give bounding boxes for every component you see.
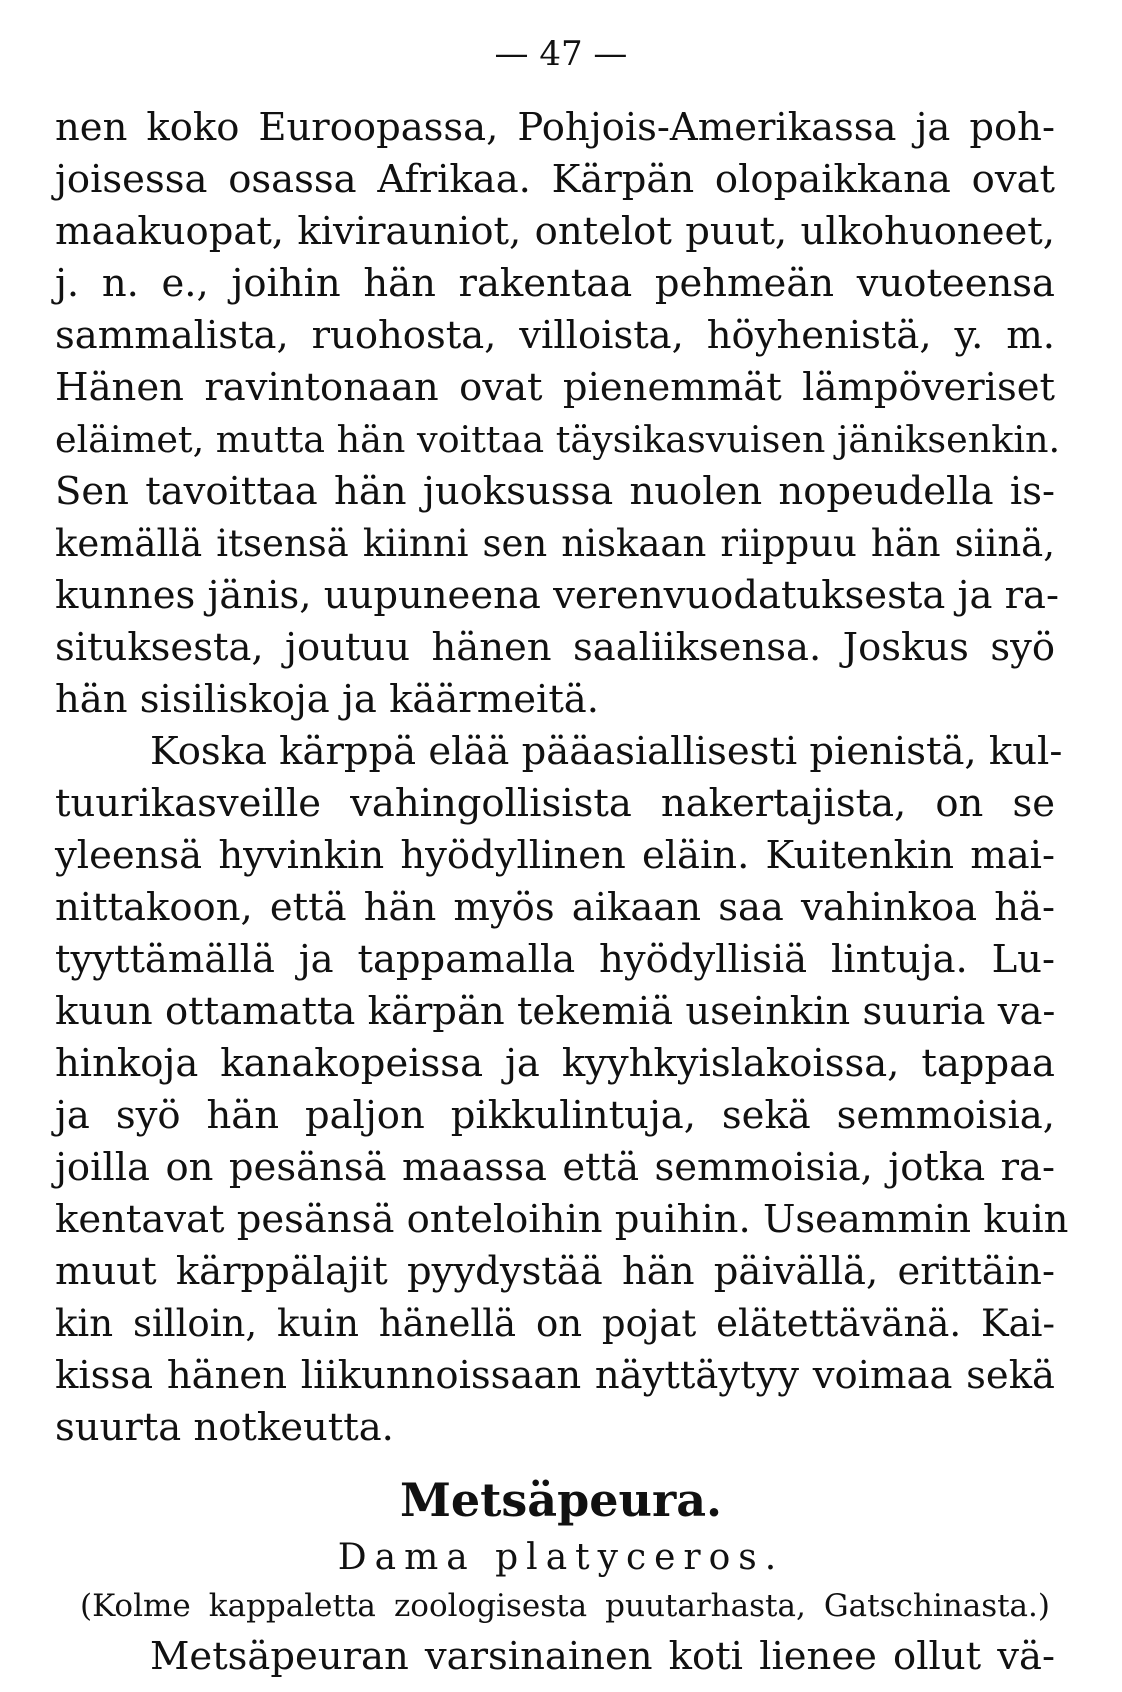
text-line: Koska kärppä elää pääasiallisesti pienistä, kul-	[150, 729, 1063, 774]
text-line: yleensä hyvinkin hyödyllinen eläin. Kuitenkin mai-	[55, 833, 1055, 878]
text-line: joilla on pesänsä maassa että semmoisia, jotka ra-	[55, 1145, 1055, 1190]
text-line: Hänen ravintonaan ovat pienemmät lämpöveriset	[55, 365, 1055, 410]
text-line: hän sisiliskoja ja käärmeitä.	[55, 677, 599, 722]
text-line: kemällä itsensä kiinni sen niskaan riippuu hän siinä,	[55, 522, 1055, 565]
text-line: tuurikasveille vahingollisista nakertajista, on se	[55, 781, 1055, 826]
text-line: situksesta, joutuu hänen saaliiksensa. Joskus syö	[55, 625, 1055, 670]
text-line: sammalista, ruohosta, villoista, höyhenistä, y. m.	[55, 313, 1055, 358]
text-line: hinkoja kanakopeissa ja kyyhkyislakoissa, tappaa	[55, 1041, 1055, 1086]
text-line: muut kärppälajit pyydystää hän päivällä, erittäin-	[55, 1249, 1055, 1294]
text-line: Metsäpeuran varsinainen koti lienee ollut vä-	[150, 1634, 1055, 1679]
species-name: Dama platyceros.	[337, 1537, 785, 1578]
text-line: kissa hänen liikunnoissaan näyttäytyy voimaa sekä	[55, 1353, 1055, 1398]
text-line: eläimet, mutta hän voittaa täysikasvuisen jäniksenkin.	[55, 418, 1061, 461]
text-line: Sen tavoittaa hän juoksussa nuolen nopeudella is-	[55, 469, 1055, 514]
page-number: — 47 —	[494, 34, 628, 74]
text-line: kentavat pesänsä onteloihin puihin. Useammin kuin	[55, 1197, 1069, 1242]
source-note: (Kolme kappaletta zoologisesta puutarhasta, Gatschinasta.)	[80, 1588, 1050, 1624]
text-line: suurta notkeutta.	[55, 1405, 394, 1450]
text-line: kuun ottamatta kärpän tekemiä useinkin suuria va-	[55, 989, 1056, 1034]
section-heading: Metsäpeura.	[399, 1473, 723, 1527]
text-line: nittakoon, että hän myös aikaan saa vahinkoa hä-	[55, 885, 1055, 930]
text-line: kin silloin, kuin hänellä on pojat elätettävänä. Kai-	[55, 1302, 1055, 1345]
text-line: tyyttämällä ja tappamalla hyödyllisiä lintuja. Lu-	[55, 937, 1055, 982]
text-line: j. n. e., joihin hän rakentaa pehmeän vuoteensa	[55, 261, 1055, 306]
text-line: ja syö hän paljon pikkulintuja, sekä semmoisia,	[55, 1093, 1055, 1138]
text-line: joisessa osassa Afrikaa. Kärpän olopaikkana ovat	[55, 157, 1055, 202]
text-line: kunnes jänis, uupuneena verenvuodatuksesta ja ra-	[55, 573, 1060, 618]
text-line: nen koko Euroopassa, Pohjois-Amerikassa ja poh-	[55, 105, 1055, 150]
text-line: maakuopat, kivirauniot, ontelot puut, ulkohuoneet,	[55, 209, 1055, 254]
